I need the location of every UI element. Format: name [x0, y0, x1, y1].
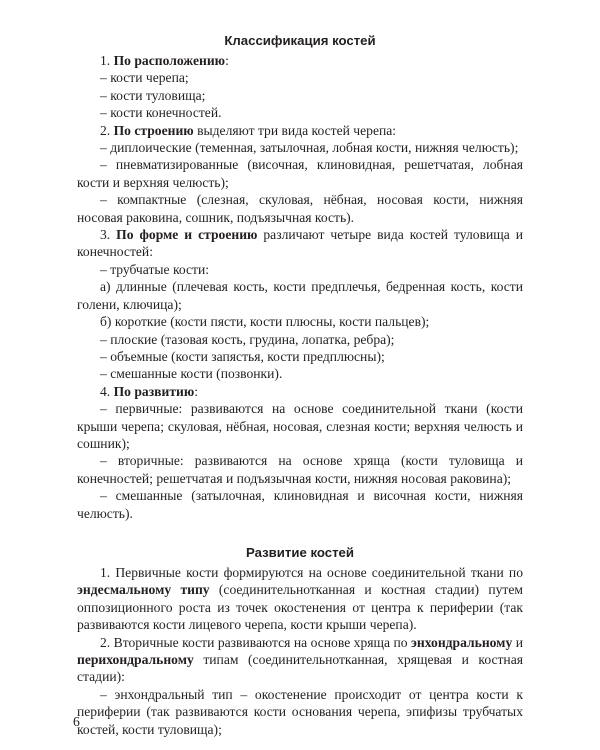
paragraph-text: 1. Первичные кости формируются на основе соединительной ткани по	[100, 564, 523, 580]
paragraph-term: эндесмальному типу	[77, 582, 210, 598]
list-item	[77, 122, 523, 139]
list-item	[77, 52, 523, 69]
list-item	[77, 226, 523, 261]
page-number: 6	[73, 714, 80, 729]
list-item: – компактные (слезная, скуловая, нёбная, носовая кости, нижняя носовая раковина, сошник, подъязычная кость).	[77, 192, 523, 225]
list-item: – кости туловища;	[100, 87, 206, 103]
item-term: По форме и строению	[116, 227, 258, 243]
item-text: :	[225, 53, 229, 68]
item-text: :	[194, 383, 199, 399]
list-item: – пневматизированные (височная, клиновидная, решетчатая, лобная кости и верхняя челюсть);	[77, 157, 523, 190]
paragraph-text: типам (соединительнотканная, хрящевая и костная стадии):	[77, 652, 523, 685]
item-number: 3.	[100, 227, 117, 243]
paragraph	[77, 634, 523, 686]
list-item: – диплоические (теменная, затылочная, лобная кости, нижняя челюсть);	[100, 140, 519, 156]
paragraph-text: 2. Вторичные кости развиваются на основе хряща по	[100, 634, 412, 650]
list-item: – смешанные кости (позвонки).	[100, 366, 283, 382]
paragraph: – энхондральный тип – окостенение происходит от центра кости к периферии (так развиваются кости основания черепа, эпифизы трубчатых костей, кости туловища);	[77, 686, 523, 737]
paragraph	[77, 564, 523, 634]
section-title-bone-development: Развитие костей	[246, 544, 354, 560]
paragraph-term: энхондральному	[411, 634, 513, 650]
list-item: – вторичные: развиваются на основе хряща (кости туловища и конечностей; решетчатая и подъязычная кости, нижняя носовая раковина);	[77, 453, 523, 486]
list-item	[77, 383, 523, 400]
document-page	[77, 28, 523, 738]
paragraph-text: (соединительнотканная и костная стадии) путем оппозиционного роста из точек окостенения от центра к периферии (так развиваются кости лицевого черепа, кости крыши черепа).	[77, 582, 523, 633]
list-item: – объемные (кости запястья, кости предплюсны);	[100, 348, 385, 364]
section-title-bone-classification: Классификация костей	[224, 33, 376, 48]
list-item: а) длинные (плечевая кость, кости предплечья, бедренная кость, кости голени, ключица);	[77, 279, 523, 312]
item-number: 1.	[100, 53, 114, 68]
item-number: 4.	[100, 383, 114, 399]
item-term: По развитию	[113, 383, 195, 399]
list-item: б) короткие (кости пясти, кости плюсны, кости пальцев);	[100, 314, 430, 330]
list-item: – первичные: развиваются на основе соединительной ткани (кости крыши черепа; скуловая, нёбная, носовая, слезная кости; верхняя челюсть и сошник);	[77, 401, 523, 451]
list-item: – смешанные (затылочная, клиновидная и височная кости, нижняя челюсть).	[77, 488, 523, 521]
item-number: 2.	[100, 122, 114, 138]
paragraph-text: и	[512, 634, 523, 650]
item-term: По строению	[113, 122, 194, 138]
item-text: выделяют три вида костей черепа:	[193, 122, 397, 138]
item-term: По расположению	[113, 53, 226, 68]
list-item: – кости черепа;	[100, 70, 189, 86]
item-text: различают четыре вида костей туловища и конечностей:	[77, 227, 523, 260]
list-item: – кости конечностей.	[100, 105, 222, 121]
paragraph-term: перихондральному	[77, 652, 194, 667]
list-item: – трубчатые кости:	[100, 261, 210, 277]
list-item: – плоские (тазовая кость, грудина, лопатка, ребра);	[100, 331, 395, 347]
